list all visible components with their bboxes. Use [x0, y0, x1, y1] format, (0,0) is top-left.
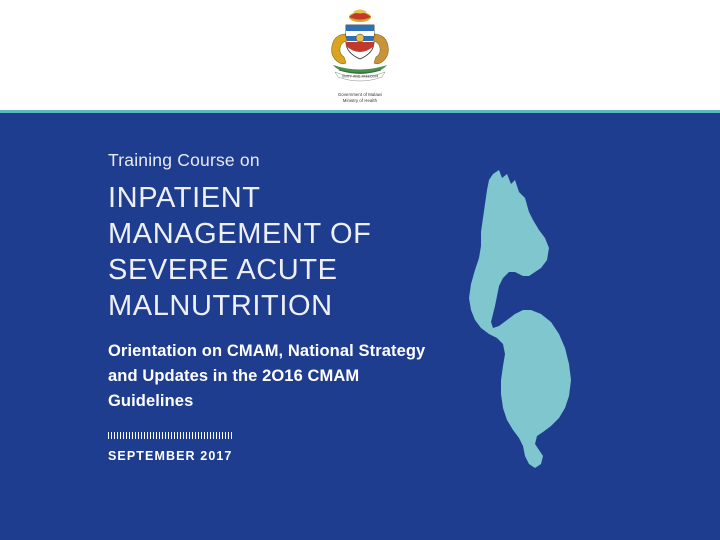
emblem-container — [0, 8, 720, 103]
emblem-caption-line2: Ministry of Health — [342, 97, 378, 103]
title-text-block — [108, 150, 468, 463]
header-band — [0, 0, 720, 113]
subtitle-text: Orientation on CMAM, National Strategy and Updates in the 2O16 CMAM Guidelines — [108, 341, 426, 410]
eyebrow-text: Training Course on — [108, 150, 260, 170]
date-text: SEPTEMBER 2017 — [108, 449, 233, 464]
divider — [108, 432, 234, 439]
emblem-caption-line1: Government of Malawi — [338, 92, 382, 97]
coat-of-arms-icon — [319, 8, 401, 86]
malawi-map-icon — [455, 168, 645, 488]
svg-text:UNITY AND FREEDOM: UNITY AND FREEDOM — [341, 74, 379, 79]
page-title: INPATIENT MANAGEMENT OF SEVERE ACUTE MALNUTRITION — [108, 182, 372, 322]
slide-body — [0, 113, 720, 540]
emblem-caption — [0, 92, 720, 103]
